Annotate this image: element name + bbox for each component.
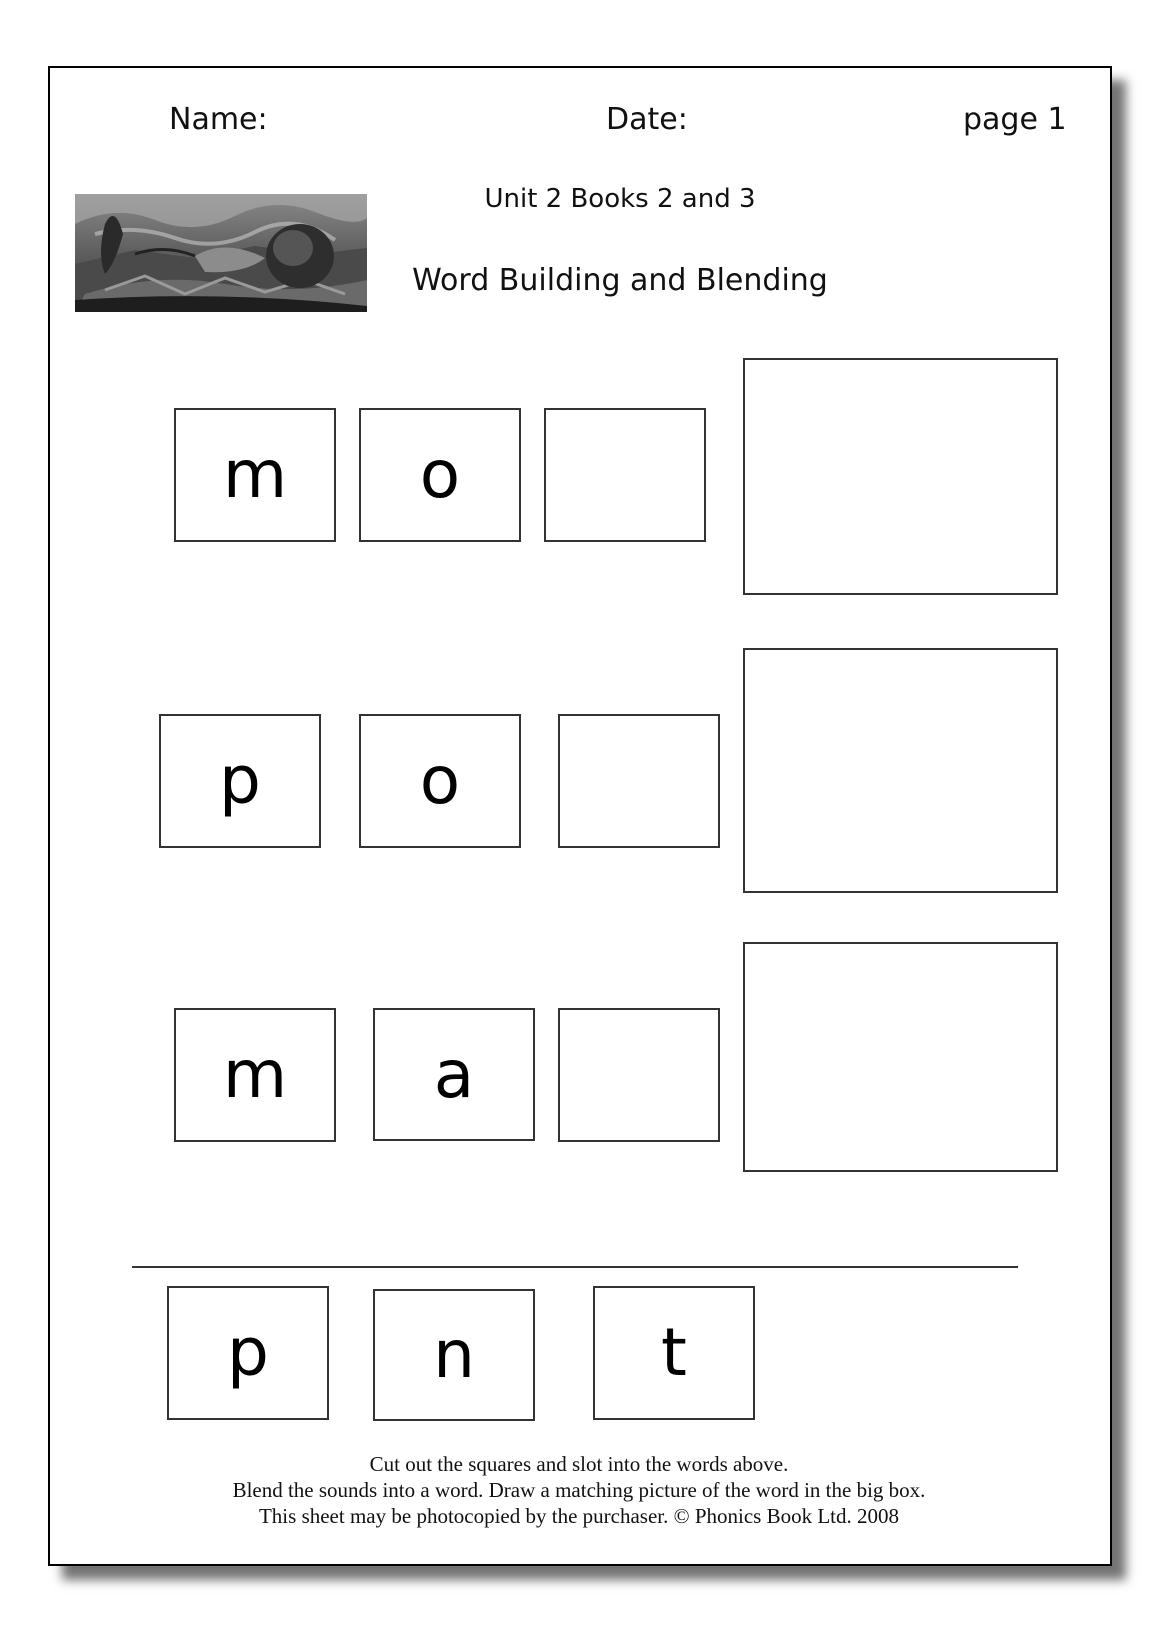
unit-subtitle: Unit 2 Books 2 and 3 [484,184,756,214]
copyright-line: This sheet may be photocopied by the purchaser. © Phonics Book Ltd. 2008 [258,1504,900,1528]
blank-letter-slot [558,1008,720,1142]
blank-letter-slot [544,408,706,542]
picture-box [743,358,1058,595]
worksheet-title: Word Building and Blending [412,263,828,298]
cut-line [132,1266,1018,1268]
picture-box [743,648,1058,893]
cutout-letter-box: p [167,1286,329,1420]
date-label: Date: [606,102,688,137]
picture-box [743,942,1058,1172]
name-label: Name: [169,102,268,137]
letter-box: o [359,714,521,848]
instructions-line-2: Blend the sounds into a word. Draw a matching picture of the word in the big box. [232,1478,926,1502]
letter-box: m [174,408,336,542]
letter-box: o [359,408,521,542]
page-number: page 1 [963,102,1067,137]
letter-box: a [373,1008,535,1141]
letter-box: p [159,714,321,848]
instructions-line-1: Cut out the squares and slot into the words above. [369,1452,789,1476]
blank-letter-slot [558,714,720,848]
cutout-letter-box: n [373,1289,535,1421]
illustration-image [75,194,367,312]
story-illustration [75,194,367,312]
letter-box: m [174,1008,336,1142]
cutout-letter-box: t [593,1286,755,1420]
